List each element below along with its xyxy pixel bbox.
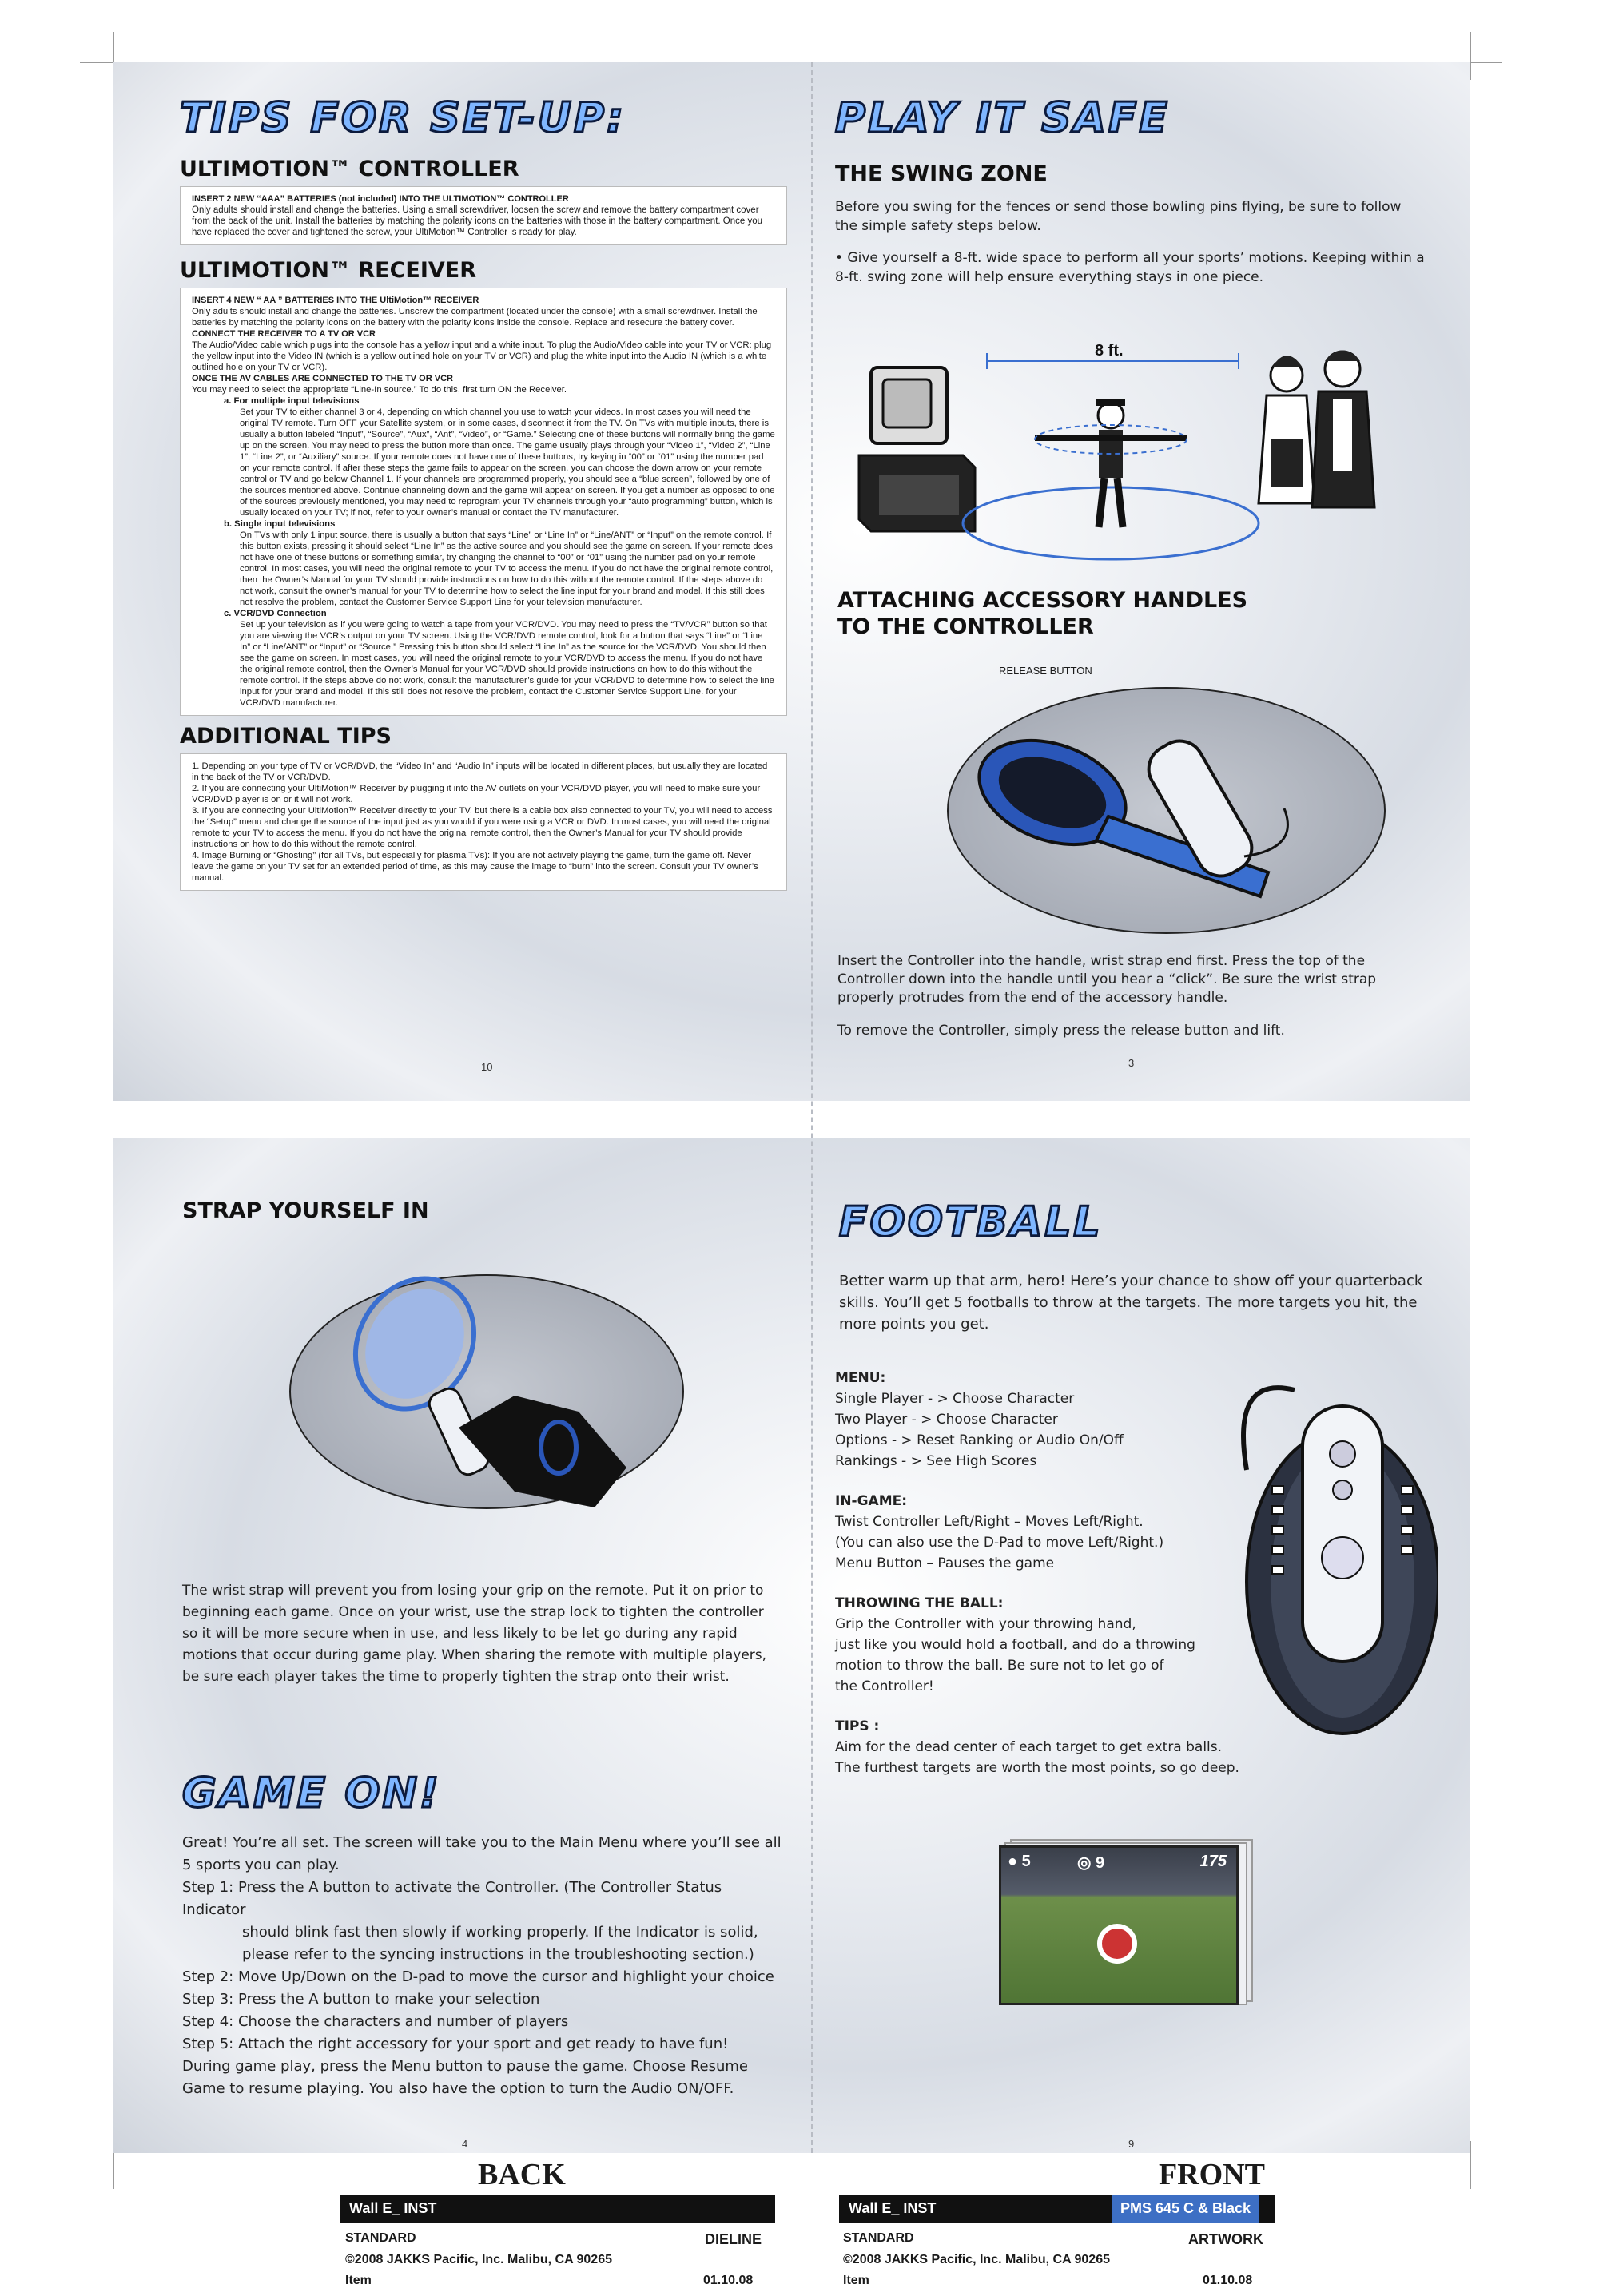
- controller-box-title: INSERT 2 NEW “AAA” BATTERIES (not included) INTO THE ULTIMOTION™ CONTROLLER: [192, 194, 569, 204]
- attach-text-2: To remove the Controller, simply press the release button and lift.: [837, 1023, 1285, 1039]
- hud-score: 175: [1199, 1853, 1227, 1870]
- throw-item: just like you would hold a football, and do a throwing: [835, 1637, 1195, 1653]
- receiver-box: [180, 288, 787, 716]
- step-2: Step 2: Move Up/Down on the D-pad to move the cursor and highlight your choice: [182, 1968, 774, 1985]
- crop-mark: [1470, 2141, 1471, 2189]
- sub-a-label: a. For multiple input televisions: [224, 396, 360, 406]
- fold-line: [811, 62, 813, 2153]
- tip-item: 3. If you are connecting your UltiMotion™ Receiver directly to your TV, but there is a cable box also connected to your TV, you will need to access the “Setup” menu and change the source of the input just as you would if you were using a VCR or DVD. In most cases, you will need the original remote to your TV to access the menu. If you do not have the original remote control, then the Owner’s Manual for your TV should provide instructions on how to do this without the remote control.: [192, 806, 773, 849]
- sub-a-text: Set your TV to either channel 3 or 4, depending on which channel you use to watch your videos. In most cases you will need the original TV remote. Turn OFF your Satellite system, or in some cases, disconnect it from the TV. On TVs with multiple inputs, there is usually a button labeled “Input”, “Source”, “Aux”, “Ant”, “Video”, or “Game.” Selecting one of these buttons will normally bring the game up on the screen. You may need to press the button more than once. The game usually plays through your “Video 1”, “Video 2”, “Line 1”, “Line 2”, or “Auxiliary” source. If your remote does not have one of these buttons, try keying in “00” or “01” using the number pad on your remote control. If after these steps the game fails to appear on the screen, you can choose the down arrow on your remote control or TV and go below Channel 1. If your channels are programmed properly, you should see a “blue screen”, followed by one of the sources mentioned above. Continue channeling down and the game will appear on screen. If you get a number as opposed to one of the sources previously mentioned, you may need to reprogram your TV channels through your “auto programming” button, which is usually located on your TV; if not, refer to your owner’s manual or contact the TV manufacturer.: [240, 407, 775, 518]
- game-on-section: [182, 1770, 790, 2100]
- pms-color-tag: PMS 645 C & Black: [1112, 2195, 1259, 2223]
- swing-zone-circle: [963, 487, 1259, 559]
- controller-heading: ULTIMOTION™ CONTROLLER: [180, 157, 519, 181]
- attach-heading: ATTACHING ACCESSORY HANDLES TO THE CONTROLLER: [837, 588, 1248, 639]
- step-1-cont: please refer to the syncing instructions in the troubleshooting section.): [242, 1946, 754, 1963]
- football-controller-icon: [1199, 1342, 1438, 1758]
- page-number: 3: [1128, 1057, 1135, 1069]
- step-5: Step 5: Attach the right accessory for your sport and get ready to have fun!: [182, 2036, 729, 2052]
- throw-heading: THROWING THE BALL:: [835, 1595, 1004, 1611]
- slug-back-line2: ©2008 JAKKS Pacific, Inc. Malibu, CA 90265: [345, 2253, 612, 2266]
- swing-heading: THE SWING ZONE: [835, 161, 1048, 186]
- back-label: BACK: [478, 2158, 566, 2191]
- controller-box-text: Only adults should install and change the batteries. Using a small screwdriver, loosen the screw and remove the battery compartment cover from the back of the unit. Install the batteries by matching the polarity icons on the batteries with those in the battery compartment. Once you have replaced the cover and tightened the screw, your UltiMotion™ Controller is ready for play.: [192, 205, 763, 237]
- tv-icon: [859, 367, 975, 531]
- sub-c-text: Set up your television as if you were going to watch a tape from your VCR/DVD. You may need to press the “TV/VCR” button so that you are viewing the VCR’s output on your TV screen. Using the VCR/DVD remote control, look for a button that says “Line” or “Line In” or “Line/ANT” or “Input” or “Source.” Pressing this button should select “Line In” as the source for the VCR/DVD. You should then see the game on screen. In most cases, you will need the original remote to your VCR/DVD to access the menu. If you do not have the original remote control, then the Owner’s Manual for your VCR/DVD should provide instructions on how to do this without the remote control. If the steps above do not work, consult the manufacturer’s guide for your VCR/DVD to determine how to select the line input for your brand and model. If this still does not resolve the problem, contact the Customer Service Support Line. for your VCR/DVD manufacturer.: [240, 620, 774, 708]
- football-intro: Better warm up that arm, hero! Here’s your chance to show off your quarterback skills. You’ll get 5 footballs to throw at the targets. The more targets you hit, the more points you get.: [839, 1273, 1423, 1333]
- ingame-item: (You can also use the D-Pad to move Left/Right.): [835, 1535, 1164, 1551]
- attach-section: [837, 587, 1429, 640]
- slug-back-title: Wall E_ INST: [340, 2195, 775, 2223]
- menu-item: Rankings - > See High Scores: [835, 1453, 1037, 1469]
- strap-heading: STRAP YOURSELF IN: [182, 1198, 429, 1223]
- release-button-label: RELEASE BUTTON: [999, 665, 1092, 677]
- menu-item: Single Player - > Choose Character: [835, 1391, 1075, 1407]
- front-label: FRONT: [1159, 2158, 1265, 2191]
- game-on-body: [182, 1832, 790, 2100]
- setup-banner: TIPS FOR SET-UP:: [180, 94, 626, 142]
- attach-illustration: [947, 687, 1386, 934]
- additional-heading: ADDITIONAL TIPS: [180, 724, 392, 749]
- swing-text: Before you swing for the fences or send those bowling pins flying, be sure to follow the simple safety steps below.: [835, 199, 1402, 234]
- swing-bullet: • Give yourself a 8-ft. wide space to perform all your sports’ motions. Keeping within a 8-ft. swing zone will help ensure everything stays in one piece.: [835, 250, 1425, 285]
- game-on-intro: Great! You’re all set. The screen will take you to the Main Menu where you’ll see all 5 sports you can play.: [182, 1834, 782, 1873]
- throw-item: motion to throw the ball. Be sure not to let go of: [835, 1658, 1164, 1674]
- slug-front-line1-right: ARTWORK: [1188, 2231, 1263, 2247]
- receiver-text-3: You may need to select the appropriate “Line-In source.” To do this, first turn ON the Receiver.: [192, 385, 567, 395]
- game-on-banner: GAME ON!: [182, 1770, 441, 1817]
- sub-b-text: On TVs with only 1 input source, there is usually a button that says “Line” or “Line In” or “Line/ANT” or “Input” on the remote control. If this button exists, pressing it should select “Line In” as the active source and you should see the game on screen. If your remote does not have one of these buttons or something similar, try changing the channel to “00” or “01” using the number pad on your remote control. In most cases, you will need the original remote to your TV to access the menu. If you do not have the original remote control, then the Owner’s Manual for your TV should provide instructions on how to do this without the remote control. If the steps above do not work, consult the owner’s manual for your TV to determine how to select the line input for your brand and model. If this still does not resolve the problem, contact the Customer Service Support Line for your television manufacturer.: [240, 530, 774, 607]
- slug-back-line3-left: Item: [345, 2274, 372, 2287]
- safety-page: [835, 94, 1426, 287]
- slug-back-line1-left: STANDARD: [345, 2231, 416, 2245]
- football-page: [839, 1198, 1430, 1335]
- racket-handle-graphic: [949, 689, 1384, 932]
- step-1: Step 1: Press the A button to activate the Controller. (The Controller Status Indicator: [182, 1879, 722, 1918]
- strap-illustration: [289, 1274, 684, 1509]
- step-4: Step 4: Choose the characters and number of players: [182, 2013, 569, 2030]
- receiver-title-3: ONCE THE AV CABLES ARE CONNECTED TO THE TV OR VCR: [192, 374, 453, 383]
- attach-text: [837, 952, 1413, 1040]
- receiver-title-1: INSERT 4 NEW “ AA ” BATTERIES INTO THE UltiMotion™ RECEIVER: [192, 296, 479, 305]
- slug-back-line3-right: 01.10.08: [703, 2274, 754, 2287]
- slug-front-title: Wall E_ INST: [839, 2195, 1275, 2223]
- receiver-text-2: The Audio/Video cable which plugs into the console has a yellow input and a white input. To plug the Audio/Video cable into your TV or VCR: plug the yellow input into the Video IN (which is a yellow outlined hole on your TV or VCR) and plug the white input into the Audio IN (which is a white outlined hole on your TV or VCR).: [192, 340, 772, 372]
- game-on-outro: During game play, press the Menu button to pause the game. Choose Resume Game to resume playing. You also have the option to turn the Audio ON/OFF.: [182, 2058, 748, 2097]
- slug-front-line3-left: Item: [843, 2274, 869, 2287]
- page-number: 4: [462, 2138, 468, 2150]
- tips-heading: TIPS :: [835, 1718, 880, 1734]
- setup-page: [180, 94, 787, 891]
- hud-balls: ● 5: [1008, 1853, 1031, 1870]
- menu-heading: MENU:: [835, 1370, 886, 1386]
- bystanders-icon: [1259, 351, 1374, 508]
- slug-front-line3-right: 01.10.08: [1203, 2274, 1253, 2287]
- page-number: 10: [481, 1061, 493, 1073]
- crop-mark: [1470, 32, 1471, 80]
- hand-racket-graphic: [291, 1276, 682, 1507]
- strap-section: [182, 1198, 790, 1223]
- step-3: Step 3: Press the A button to make your selection: [182, 1991, 540, 2008]
- slug-front-line1-left: STANDARD: [843, 2231, 914, 2245]
- game-screenshot: [999, 1845, 1239, 2005]
- receiver-text-1: Only adults should install and change the batteries. Unscrew the compartment (located under the console) with a small screwdriver. Install the batteries by matching the polarity icons on the battery with the polarity icons inside the console. Replace and resecure the battery cover.: [192, 307, 758, 328]
- slug-back-line1-right: DIELINE: [705, 2231, 762, 2247]
- target-icon: [1097, 1924, 1137, 1964]
- controller-box: [180, 186, 787, 245]
- tips-item: The furthest targets are worth the most points, so go deep.: [835, 1760, 1239, 1776]
- football-banner: FOOTBALL: [839, 1198, 1103, 1246]
- throw-item: Grip the Controller with your throwing hand,: [835, 1616, 1136, 1632]
- menu-item: Options - > Reset Ranking or Audio On/Off: [835, 1432, 1124, 1448]
- safety-banner: PLAY IT SAFE: [835, 94, 1170, 142]
- step-1-cont: should blink fast then slowly if working properly. If the Indicator is solid,: [242, 1924, 758, 1940]
- tip-item: 4. Image Burning or “Ghosting” (for all TVs, but especially for plasma TVs): If you are not actively playing the game, turn the game off. Never leave the game on your TV set for an extended period of time, as this may cause the image to “burn” into the screen. Consult your TV owner’s manual.: [192, 851, 758, 883]
- hud-targets: ◎ 9: [1077, 1854, 1105, 1872]
- sub-c-label: c. VCR/DVD Connection: [224, 609, 327, 618]
- player-figure: [1035, 399, 1187, 527]
- ingame-heading: IN-GAME:: [835, 1493, 908, 1509]
- ingame-item: Twist Controller Left/Right – Moves Left/Right.: [835, 1514, 1144, 1530]
- tip-item: 2. If you are connecting your UltiMotion™ Receiver by plugging it into the AV outlets on your VCR/DVD player, you will need to make sure your VCR/DVD player is on or it will not work.: [192, 784, 761, 804]
- receiver-heading: ULTIMOTION™ RECEIVER: [180, 258, 477, 283]
- swing-zone-illustration: [855, 320, 1422, 575]
- strap-text: The wrist strap will prevent you from losing your grip on the remote. Put it on prior to beginning each game. Once on your wrist, use the strap lock to tighten the controller so it will be more secure when in use, and less likely to be let go during any rapid motions that occur during game play. When sharing the remote with multiple players, be sure each player takes the time to properly tighten the strap onto their wrist.: [182, 1583, 767, 1685]
- distance-label: 8 ft.: [1095, 342, 1124, 359]
- tip-item: 1. Depending on your type of TV or VCR/DVD, the “Video In” and “Audio In” inputs will be located in different places, but usually they are located in the back of the TV or VCR/DVD.: [192, 761, 768, 782]
- menu-item: Two Player - > Choose Character: [835, 1412, 1058, 1428]
- ingame-item: Menu Button – Pauses the game: [835, 1555, 1055, 1571]
- tips-item: Aim for the dead center of each target to get extra balls.: [835, 1739, 1223, 1755]
- slug-front-line2: ©2008 JAKKS Pacific, Inc. Malibu, CA 90265: [843, 2253, 1110, 2266]
- attach-text-1: Insert the Controller into the handle, wrist strap end first. Press the top of the Controller down into the handle until you hear a “click”. Be sure the wrist strap properly protrudes from the end of the accessory handle.: [837, 953, 1377, 1006]
- sub-b-label: b. Single input televisions: [224, 519, 336, 529]
- page-number: 9: [1128, 2138, 1135, 2150]
- throw-item: the Controller!: [835, 1678, 934, 1694]
- additional-box: [180, 753, 787, 891]
- receiver-title-2: CONNECT THE RECEIVER TO A TV OR VCR: [192, 329, 376, 339]
